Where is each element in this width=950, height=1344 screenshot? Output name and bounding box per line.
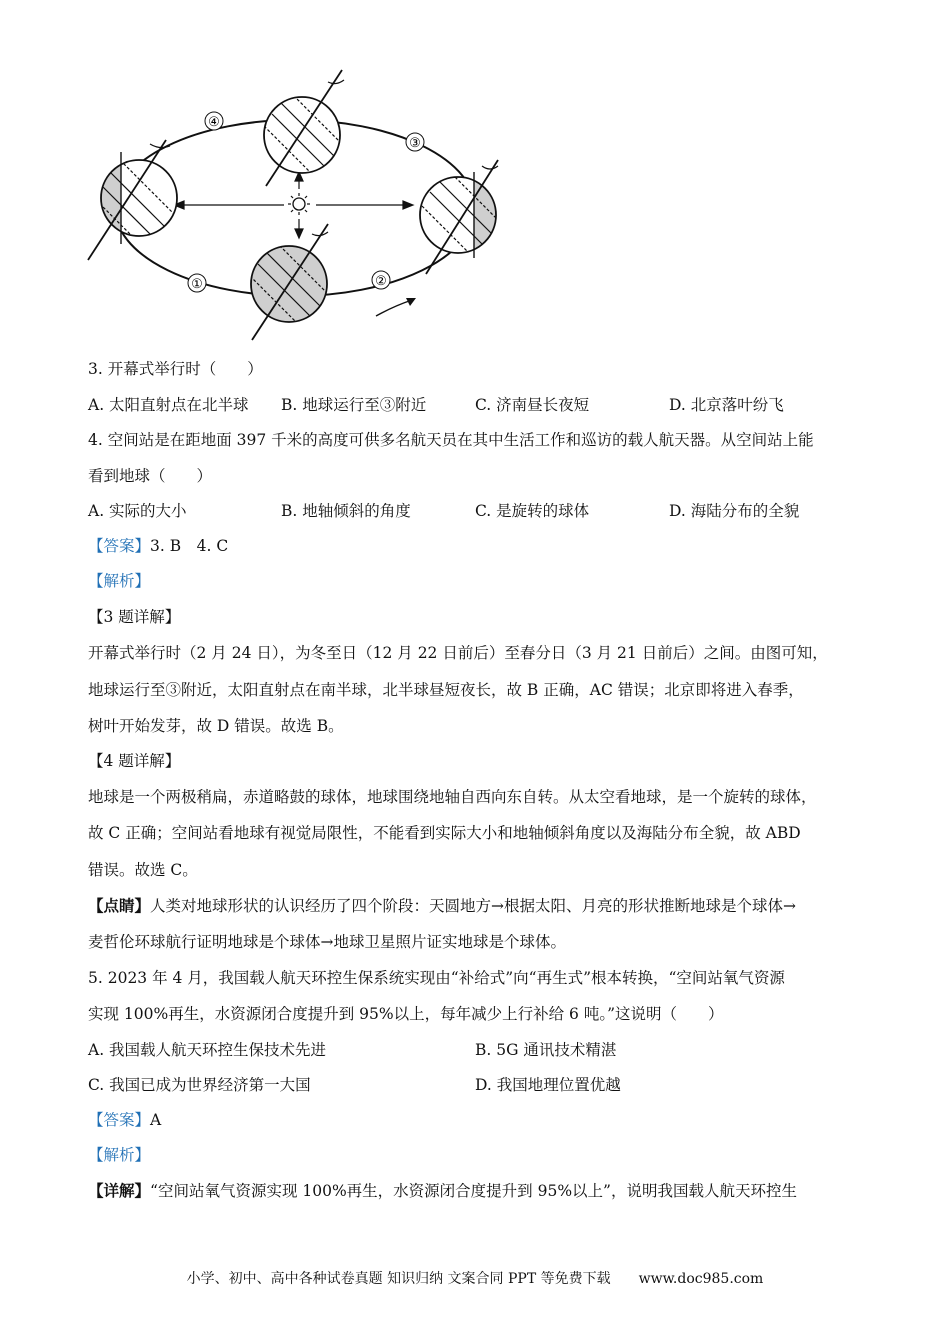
tip-tag: 【点睛】	[88, 896, 151, 915]
tip-text: 人类对地球形状的认识经历了四个阶段：天圆地方→根据太阳、月亮的形状推断地球是个球体→	[150, 897, 796, 915]
q3-stem: 3. 开幕式举行时（ ）	[88, 360, 263, 378]
answer-text: 3. B 4. C	[150, 537, 229, 555]
q5-stem-line1: 5. 2023 年 4 月，我国载人航天环控生保系统实现由“补给式”向“再生式”根本转换，“空间站氧气资源	[88, 969, 785, 987]
detail5-text: “空间站氧气资源实现 100%再生，水资源闭合度提升到 95%以上”，说明我国载人航天环控生	[150, 1182, 797, 1200]
detail3-line: 树叶开始发芽，故 D 错误。故选 B。	[88, 717, 344, 735]
analysis-tag: 【解析】	[88, 572, 151, 590]
earth-top	[264, 70, 344, 186]
svg-text:④: ④	[208, 115, 220, 130]
answer-text: A	[150, 1111, 162, 1129]
analysis-tag: 【解析】	[88, 1146, 151, 1164]
q3-option-c: C. 济南昼长夜短	[475, 396, 590, 414]
detail4-line: 错误。故选 C。	[88, 861, 198, 879]
q3-option-a: A. 太阳直射点在北半球	[88, 396, 249, 414]
tip-line1	[88, 896, 796, 916]
q5-option-b: B. 5G 通讯技术精湛	[475, 1041, 617, 1059]
page-footer: 小学、初中、高中各种试卷真题 知识归纳 文案合同 PPT 等免费下载 www.doc985.com	[186, 1271, 764, 1287]
svg-text:①: ①	[191, 277, 203, 292]
svg-text:③: ③	[409, 136, 421, 151]
arrow-icon	[376, 298, 416, 316]
detail3-line: 地球运行至③附近，太阳直射点在南半球，北半球昼短夜长，故 B 正确，AC 错误；北京即将进入春季，	[88, 681, 804, 699]
q5-option-d: D. 我国地理位置优越	[475, 1076, 621, 1094]
detail4-heading: 【4 题详解】	[88, 752, 181, 770]
tip-line2: 麦哲伦环球航行证明地球是个球体→地球卫星照片证实地球是个球体。	[88, 933, 566, 951]
analysis-5	[88, 1145, 150, 1165]
q4-option-c: C. 是旋转的球体	[475, 502, 590, 520]
earth-left	[88, 140, 177, 260]
analysis-34	[88, 571, 150, 591]
answer-tag: 【答案】	[88, 537, 151, 555]
detail4-line: 故 C 正确；空间站看地球有视觉局限性，不能看到实际大小和地轴倾斜角度以及海陆分布全貌，故 ABD	[88, 824, 801, 842]
q4-option-b: B. 地轴倾斜的角度	[281, 502, 411, 520]
sun-icon	[288, 193, 310, 215]
svg-text:②: ②	[375, 274, 387, 289]
detail3-heading: 【3 题详解】	[88, 608, 181, 626]
q4-stem-line2: 看到地球（ ）	[88, 467, 213, 485]
q5-option-c: C. 我国已成为世界经济第一大国	[88, 1076, 311, 1094]
earth-bottom	[250, 224, 330, 340]
detail4-line: 地球是一个两极稍扁，赤道略鼓的球体，地球围绕地轴自西向东自转。从太空看地球，是一个旋转的球体，	[88, 788, 817, 806]
earth-orbit-diagram	[80, 62, 520, 344]
answer-tag: 【答案】	[88, 1111, 151, 1129]
detail5-tag: 【详解】	[88, 1181, 151, 1200]
detail3-line: 开幕式举行时（2 月 24 日），为冬至日（12 月 22 日前后）至春分日（3 月 21 日前后）之间。由图可知，	[88, 644, 828, 662]
q5-stem-line2: 实现 100%再生，水资源闭合度提升到 95%以上，每年减少上行补给 6 吨。”这说明（ ）	[88, 1005, 724, 1023]
position-label-2	[372, 271, 390, 289]
q5-option-a: A. 我国载人航天环控生保技术先进	[88, 1041, 327, 1059]
q4-option-d: D. 海陆分布的全貌	[669, 502, 800, 520]
q4-stem-line1: 4. 空间站是在距地面 397 千米的高度可供多名航天员在其中生活工作和巡访的载人航天器。从空间站上能	[88, 431, 814, 449]
earth-right	[420, 160, 504, 274]
answer-5	[88, 1110, 161, 1130]
position-label-1	[188, 274, 206, 292]
answer-34	[88, 536, 228, 556]
detail5-line	[88, 1181, 797, 1201]
position-label-4	[205, 112, 223, 130]
position-label-3	[406, 133, 424, 151]
q3-option-b: B. 地球运行至③附近	[281, 396, 427, 414]
q3-option-d: D. 北京落叶纷飞	[669, 396, 784, 414]
q4-option-a: A. 实际的大小	[88, 502, 187, 520]
